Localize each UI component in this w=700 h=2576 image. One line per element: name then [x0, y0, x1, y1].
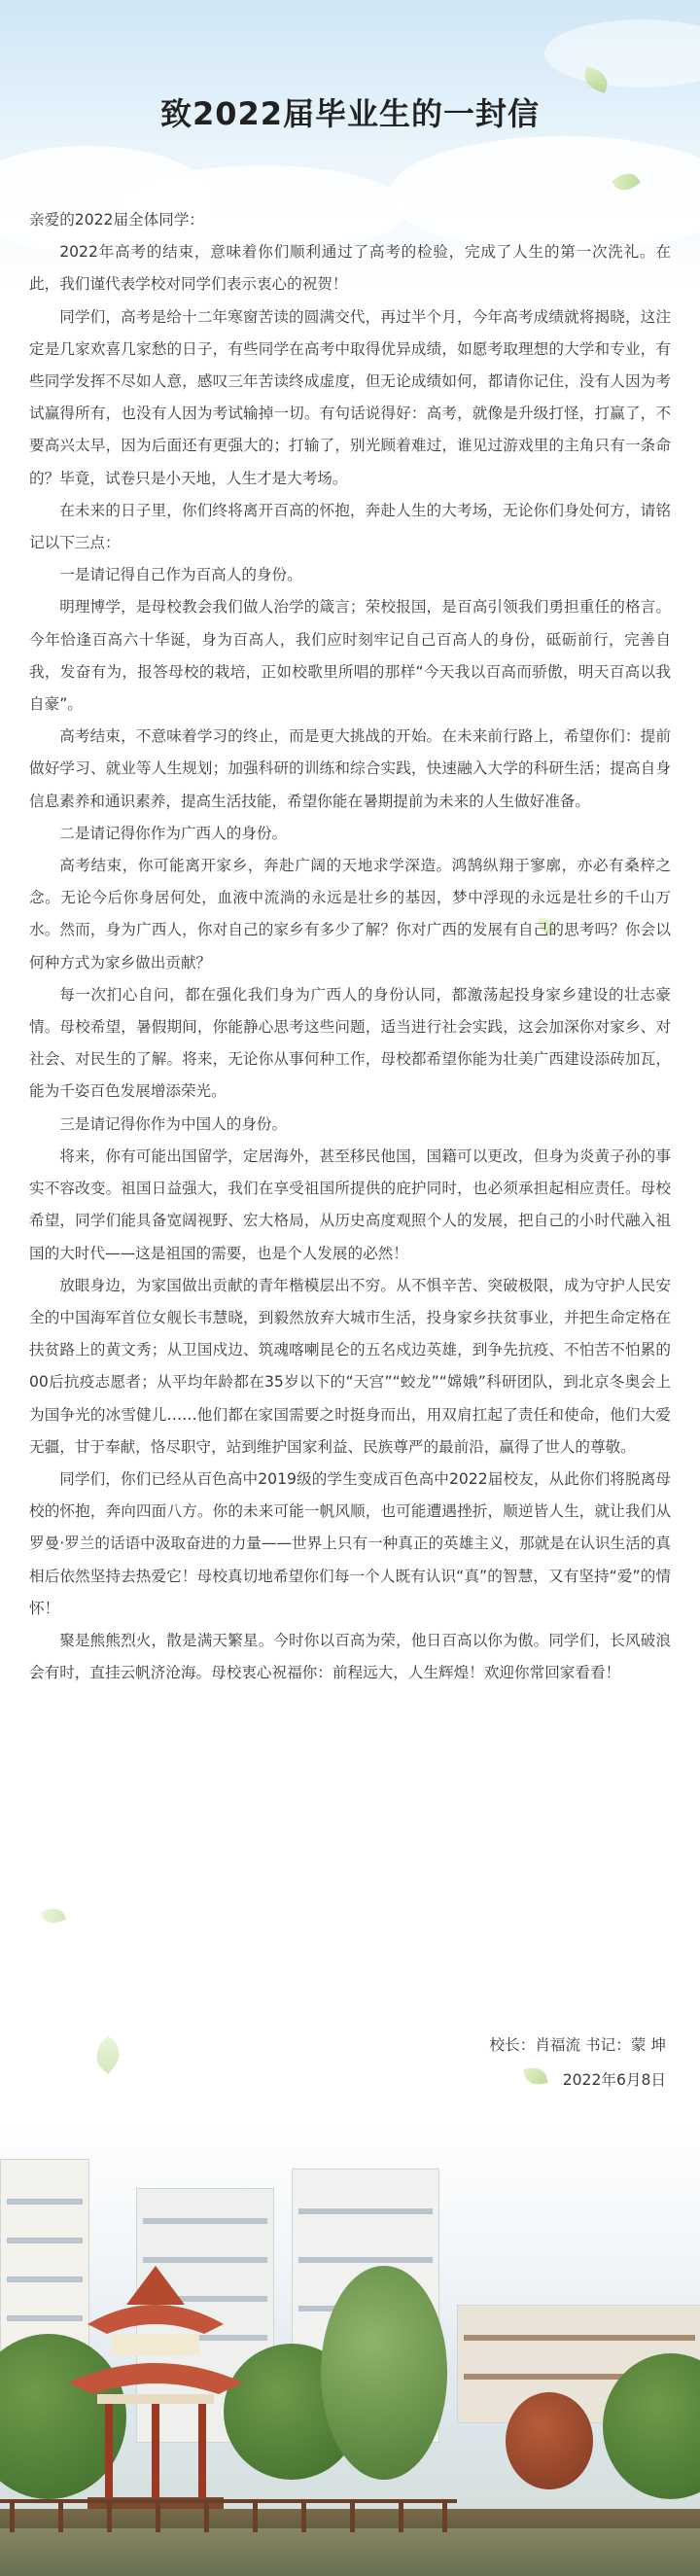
paragraph: 同学们，高考是给十二年寒窗苦读的圆满交代，再过半个月，今年高考成绩就将揭晓，这注定是几家欢喜几家愁的日子，有些同学在高考中取得优异成绩，如愿考取理想的大学和专业，有些同学发挥不尽如人意，感叹三年苦读终成虚度，但无论成绩如何，都请你记住，没有人因为考试赢得所有，也没有人因为考试输掉一切。有句话说得好：高考，就像是升级打怪，打赢了，不要高兴太早，因为后面还有更强大的；打输了，别光顾着难过，谁见过游戏里的主角只有一条命的？毕竟，试卷只是小天地，人生才是大考场。 [29, 307, 671, 487]
pavilion [58, 2266, 253, 2519]
tree [506, 2392, 593, 2489]
page-title: 致2022届毕业生的一封信 [159, 95, 541, 132]
section-heading: 三是请记得你作为中国人的身份。 [59, 1114, 288, 1133]
paragraph: 高考结束，你可能离开家乡，奔赴广阔的天地求学深造。鸿鹄纵翔于寥廓，亦必有桑梓之念。无论今后你身居何处，血液中流淌的永远是壮乡的基因，梦中浮现的永远是壮乡的千山万水。然而，身为广西人，你对自己的家乡有多少了解？你对广西的发展有自己的思考吗？你会以何种方式为家乡做出贡献？ [29, 857, 671, 971]
paragraph: 2022年高考的结束，意味着你们顺利通过了高考的检验，完成了人生的第一次洗礼。在此，我们谨代表学校对同学们表示衷心的祝贺！ [29, 243, 671, 294]
paragraph: 高考结束，不意味着学习的终止，而是更大挑战的开始。在未来前行路上，希望你们：提前做好学习、就业等人生规划；加强科研的训练和综合实践，快速融入大学的科研生活；提高自身信息素养和通识素养，提高生活技能，希望你能在暑期提前为未来的人生做好准备。 [29, 727, 671, 810]
leaf-icon [41, 1905, 66, 1927]
greeting: 亲爱的2022届全体同学： [29, 211, 205, 229]
cloud-decoration [544, 19, 700, 88]
paragraph: 将来，你有可能出国留学，定居海外，甚至移民他国，国籍可以更改，但身为炎黄子孙的事实不容改变。祖国日益强大，我们在享受祖国所提供的庇护同时，也必须承担起相应责任。母校希望，同学们能具备宽阔视野、宏大格局，从历史高度观照个人的发展，把自己的小时代融入祖国的大时代——这是祖国的需要，也是个人发展的必然！ [29, 1147, 671, 1262]
paragraph: 聚是熊熊烈火，散是满天繁星。今时你以百高为荣，他日百高以你为傲。同学们，长风破浪会有时，直挂云帆济沧海。母校衷心祝福你：前程远大，人生辉煌！欢迎你常回家看看！ [29, 1631, 671, 1682]
signature-block [490, 2028, 666, 2098]
tree [321, 2266, 447, 2480]
paragraph: 同学们，你们已经从百色高中2019级的学生变成百色高中2022届校友，从此你们将脱离母校的怀抱，奔向四面八方。你的未来可能一帆风顺，也可能遭遇挫折，顺逆皆人生，就让我们从罗曼·罗兰的话语中汲取奋进的力量——世界上只有一种真正的英雄主义，那就是在认识生活的真相后依然坚持去热爱它！母校真切地希望你们每一个人既有认识“真”的智慧，又有坚持“爱”的情怀！ [29, 1469, 671, 1617]
section-heading: 一是请记得自己作为百高人的身份。 [59, 566, 302, 584]
letter-body [29, 204, 671, 1689]
paragraph: 明理博学，是母校教会我们做人治学的箴言；荣校报国，是百高引领我们勇担重任的格言。今年恰逢百高六十华诞，身为百高人，我们应时刻牢记自己百高人的身份，砥砺前行，完善自我，发奋有为，报答母校的栽培，正如校歌里所唱的那样“今天我以百高而骄傲，明天百高以我自豪”。 [29, 598, 671, 714]
railing [0, 2499, 457, 2532]
section-heading: 二是请记得你作为广西人的身份。 [59, 824, 288, 842]
signatories: 校长：肖福流 书记：蒙 坤 [489, 2036, 666, 2054]
leaf-icon [88, 2035, 126, 2074]
campus-photo [0, 2120, 700, 2576]
signature-date: 2022年6月8日 [562, 2071, 666, 2089]
paragraph: 放眼身边，为家国做出贡献的青年楷模层出不穷。从不惧辛苦、突破极限，成为守护人民安全的中国海军首位女舰长韦慧晓，到毅然放弃大城市生活，投身家乡扶贫事业，并把生命定格在扶贫路上的黄文秀；从卫国戍边、筑魂喀喇昆仑的五名戍边英雄，到争先抗疫、不怕苦不怕累的00后抗疫志愿者；从平均年龄都在35岁以下的“天宫”“蛟龙”“嫦娥”科研团队，到北京冬奥会上为国争光的冰雪健儿……他们都在家国需要之时挺身而出，用双肩扛起了责任和使命，他们大爱无疆，甘于奉献，恪尽职守，站到维护国家利益、民族尊严的最前沿，赢得了世人的尊敬。 [29, 1276, 671, 1456]
paragraph: 在未来的日子里，你们终将离开百高的怀抱，奔赴人生的大考场，无论你们身处何方，请铭记以下三点： [29, 501, 671, 552]
paragraph: 每一次扪心自问，都在强化我们身为广西人的身份认同，都激荡起投身家乡建设的壮志豪情。母校希望，暑假期间，你能静心思考这些问题，适当进行社会实践，这会加深你对家乡、对社会、对民生的了解。将来，无论你从事何种工作，母校都希望你能为壮美广西建设添砖加瓦，能为千姿百色发展增添荣光。 [29, 985, 671, 1101]
